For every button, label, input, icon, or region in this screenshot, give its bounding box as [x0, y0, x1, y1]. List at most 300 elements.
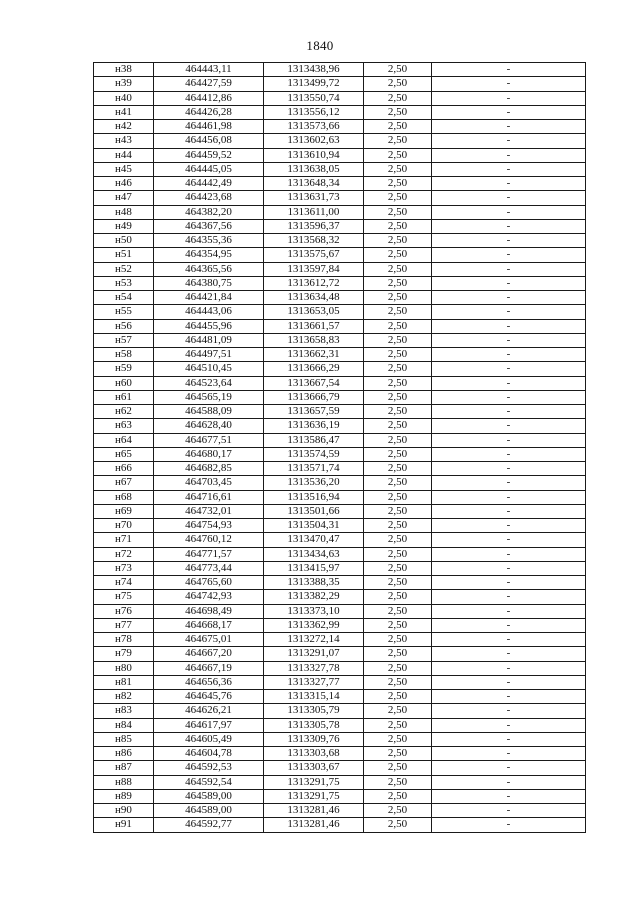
y-coordinate-cell: 1313657,59 [264, 405, 364, 419]
y-coordinate-cell: 1313272,14 [264, 633, 364, 647]
description-cell: - [432, 519, 586, 533]
table-row [94, 405, 586, 419]
description-cell: - [432, 704, 586, 718]
table-row [94, 390, 586, 404]
description-cell: - [432, 690, 586, 704]
x-coordinate-cell: 464355,36 [154, 234, 264, 248]
accuracy-cell: 2,50 [364, 120, 432, 134]
description-cell: - [432, 248, 586, 262]
accuracy-cell: 2,50 [364, 276, 432, 290]
point-id-cell: н50 [94, 234, 154, 248]
point-id-cell: н83 [94, 704, 154, 718]
table-row [94, 105, 586, 119]
table-row [94, 661, 586, 675]
table-row [94, 305, 586, 319]
table-row [94, 732, 586, 746]
x-coordinate-cell: 464442,49 [154, 177, 264, 191]
x-coordinate-cell: 464656,36 [154, 675, 264, 689]
x-coordinate-cell: 464667,19 [154, 661, 264, 675]
y-coordinate-cell: 1313291,07 [264, 647, 364, 661]
accuracy-cell: 2,50 [364, 504, 432, 518]
description-cell: - [432, 747, 586, 761]
point-id-cell: н77 [94, 618, 154, 632]
x-coordinate-cell: 464481,09 [154, 333, 264, 347]
point-id-cell: н80 [94, 661, 154, 675]
table-row [94, 519, 586, 533]
table-row [94, 547, 586, 561]
table-row [94, 63, 586, 77]
y-coordinate-cell: 1313574,59 [264, 447, 364, 461]
table-row [94, 333, 586, 347]
accuracy-cell: 2,50 [364, 148, 432, 162]
y-coordinate-cell: 1313636,19 [264, 419, 364, 433]
accuracy-cell: 2,50 [364, 177, 432, 191]
table-row [94, 804, 586, 818]
accuracy-cell: 2,50 [364, 390, 432, 404]
x-coordinate-cell: 464459,52 [154, 148, 264, 162]
table-row [94, 120, 586, 134]
table-row [94, 291, 586, 305]
point-id-cell: н42 [94, 120, 154, 134]
point-id-cell: н45 [94, 162, 154, 176]
description-cell: - [432, 305, 586, 319]
y-coordinate-cell: 1313658,83 [264, 333, 364, 347]
description-cell: - [432, 77, 586, 91]
point-id-cell: н44 [94, 148, 154, 162]
y-coordinate-cell: 1313666,29 [264, 362, 364, 376]
point-id-cell: н73 [94, 561, 154, 575]
table-row [94, 604, 586, 618]
description-cell: - [432, 675, 586, 689]
point-id-cell: н87 [94, 761, 154, 775]
accuracy-cell: 2,50 [364, 162, 432, 176]
y-coordinate-cell: 1313504,31 [264, 519, 364, 533]
y-coordinate-cell: 1313596,37 [264, 219, 364, 233]
x-coordinate-cell: 464703,45 [154, 476, 264, 490]
description-cell: - [432, 376, 586, 390]
point-id-cell: н51 [94, 248, 154, 262]
table-row [94, 633, 586, 647]
table-row [94, 262, 586, 276]
accuracy-cell: 2,50 [364, 376, 432, 390]
y-coordinate-cell: 1313661,57 [264, 319, 364, 333]
y-coordinate-cell: 1313516,94 [264, 490, 364, 504]
point-id-cell: н60 [94, 376, 154, 390]
accuracy-cell: 2,50 [364, 732, 432, 746]
table-row [94, 319, 586, 333]
x-coordinate-cell: 464742,93 [154, 590, 264, 604]
description-cell: - [432, 362, 586, 376]
x-coordinate-cell: 464682,85 [154, 462, 264, 476]
coordinates-table-body [94, 63, 586, 833]
table-row [94, 276, 586, 290]
accuracy-cell: 2,50 [364, 633, 432, 647]
table-row [94, 533, 586, 547]
point-id-cell: н69 [94, 504, 154, 518]
table-row [94, 248, 586, 262]
description-cell: - [432, 105, 586, 119]
y-coordinate-cell: 1313666,79 [264, 390, 364, 404]
x-coordinate-cell: 464732,01 [154, 504, 264, 518]
page-number: 1840 [306, 38, 334, 53]
y-coordinate-cell: 1313362,99 [264, 618, 364, 632]
table-row [94, 704, 586, 718]
table-row [94, 362, 586, 376]
description-cell: - [432, 618, 586, 632]
accuracy-cell: 2,50 [364, 319, 432, 333]
x-coordinate-cell: 464754,93 [154, 519, 264, 533]
y-coordinate-cell: 1313434,63 [264, 547, 364, 561]
table-row [94, 234, 586, 248]
point-id-cell: н53 [94, 276, 154, 290]
y-coordinate-cell: 1313315,14 [264, 690, 364, 704]
accuracy-cell: 2,50 [364, 234, 432, 248]
x-coordinate-cell: 464427,59 [154, 77, 264, 91]
accuracy-cell: 2,50 [364, 476, 432, 490]
description-cell: - [432, 405, 586, 419]
x-coordinate-cell: 464626,21 [154, 704, 264, 718]
y-coordinate-cell: 1313291,75 [264, 775, 364, 789]
description-cell: - [432, 234, 586, 248]
accuracy-cell: 2,50 [364, 63, 432, 77]
point-id-cell: н48 [94, 205, 154, 219]
table-row [94, 162, 586, 176]
point-id-cell: н84 [94, 718, 154, 732]
x-coordinate-cell: 464367,56 [154, 219, 264, 233]
description-cell: - [432, 590, 586, 604]
x-coordinate-cell: 464421,84 [154, 291, 264, 305]
y-coordinate-cell: 1313634,48 [264, 291, 364, 305]
y-coordinate-cell: 1313550,74 [264, 91, 364, 105]
table-row [94, 504, 586, 518]
table-row [94, 775, 586, 789]
table-row [94, 77, 586, 91]
table-row [94, 675, 586, 689]
point-id-cell: н86 [94, 747, 154, 761]
accuracy-cell: 2,50 [364, 718, 432, 732]
description-cell: - [432, 504, 586, 518]
y-coordinate-cell: 1313501,66 [264, 504, 364, 518]
y-coordinate-cell: 1313536,20 [264, 476, 364, 490]
y-coordinate-cell: 1313382,29 [264, 590, 364, 604]
accuracy-cell: 2,50 [364, 747, 432, 761]
accuracy-cell: 2,50 [364, 576, 432, 590]
y-coordinate-cell: 1313610,94 [264, 148, 364, 162]
point-id-cell: н79 [94, 647, 154, 661]
point-id-cell: н71 [94, 533, 154, 547]
y-coordinate-cell: 1313373,10 [264, 604, 364, 618]
accuracy-cell: 2,50 [364, 462, 432, 476]
description-cell: - [432, 775, 586, 789]
table-row [94, 348, 586, 362]
y-coordinate-cell: 1313597,84 [264, 262, 364, 276]
y-coordinate-cell: 1313281,46 [264, 804, 364, 818]
description-cell: - [432, 533, 586, 547]
description-cell: - [432, 633, 586, 647]
accuracy-cell: 2,50 [364, 105, 432, 119]
description-cell: - [432, 148, 586, 162]
point-id-cell: н65 [94, 447, 154, 461]
x-coordinate-cell: 464382,20 [154, 205, 264, 219]
x-coordinate-cell: 464443,11 [154, 63, 264, 77]
accuracy-cell: 2,50 [364, 818, 432, 832]
accuracy-cell: 2,50 [364, 205, 432, 219]
accuracy-cell: 2,50 [364, 604, 432, 618]
x-coordinate-cell: 464765,60 [154, 576, 264, 590]
table-row [94, 747, 586, 761]
accuracy-cell: 2,50 [364, 547, 432, 561]
y-coordinate-cell: 1313568,32 [264, 234, 364, 248]
x-coordinate-cell: 464589,00 [154, 804, 264, 818]
x-coordinate-cell: 464592,77 [154, 818, 264, 832]
x-coordinate-cell: 464771,57 [154, 547, 264, 561]
y-coordinate-cell: 1313309,76 [264, 732, 364, 746]
x-coordinate-cell: 464380,75 [154, 276, 264, 290]
x-coordinate-cell: 464523,64 [154, 376, 264, 390]
accuracy-cell: 2,50 [364, 348, 432, 362]
description-cell: - [432, 761, 586, 775]
y-coordinate-cell: 1313573,66 [264, 120, 364, 134]
point-id-cell: н90 [94, 804, 154, 818]
point-id-cell: н57 [94, 333, 154, 347]
accuracy-cell: 2,50 [364, 219, 432, 233]
point-id-cell: н63 [94, 419, 154, 433]
accuracy-cell: 2,50 [364, 191, 432, 205]
point-id-cell: н81 [94, 675, 154, 689]
point-id-cell: н62 [94, 405, 154, 419]
table-row [94, 148, 586, 162]
accuracy-cell: 2,50 [364, 91, 432, 105]
accuracy-cell: 2,50 [364, 661, 432, 675]
description-cell: - [432, 219, 586, 233]
x-coordinate-cell: 464497,51 [154, 348, 264, 362]
table-row [94, 561, 586, 575]
x-coordinate-cell: 464617,97 [154, 718, 264, 732]
accuracy-cell: 2,50 [364, 561, 432, 575]
description-cell: - [432, 490, 586, 504]
table-row [94, 205, 586, 219]
description-cell: - [432, 576, 586, 590]
table-row [94, 590, 586, 604]
y-coordinate-cell: 1313438,96 [264, 63, 364, 77]
point-id-cell: н61 [94, 390, 154, 404]
point-id-cell: н64 [94, 433, 154, 447]
description-cell: - [432, 476, 586, 490]
table-row [94, 789, 586, 803]
y-coordinate-cell: 1313631,73 [264, 191, 364, 205]
table-row [94, 618, 586, 632]
y-coordinate-cell: 1313586,47 [264, 433, 364, 447]
accuracy-cell: 2,50 [364, 433, 432, 447]
point-id-cell: н47 [94, 191, 154, 205]
y-coordinate-cell: 1313662,31 [264, 348, 364, 362]
accuracy-cell: 2,50 [364, 804, 432, 818]
description-cell: - [432, 447, 586, 461]
point-id-cell: н59 [94, 362, 154, 376]
description-cell: - [432, 789, 586, 803]
description-cell: - [432, 547, 586, 561]
accuracy-cell: 2,50 [364, 262, 432, 276]
description-cell: - [432, 120, 586, 134]
x-coordinate-cell: 464677,51 [154, 433, 264, 447]
point-id-cell: н66 [94, 462, 154, 476]
y-coordinate-cell: 1313305,79 [264, 704, 364, 718]
description-cell: - [432, 91, 586, 105]
point-id-cell: н40 [94, 91, 154, 105]
description-cell: - [432, 333, 586, 347]
x-coordinate-cell: 464675,01 [154, 633, 264, 647]
y-coordinate-cell: 1313612,72 [264, 276, 364, 290]
y-coordinate-cell: 1313602,63 [264, 134, 364, 148]
x-coordinate-cell: 464667,20 [154, 647, 264, 661]
point-id-cell: н41 [94, 105, 154, 119]
y-coordinate-cell: 1313291,75 [264, 789, 364, 803]
point-id-cell: н38 [94, 63, 154, 77]
x-coordinate-cell: 464461,98 [154, 120, 264, 134]
point-id-cell: н89 [94, 789, 154, 803]
y-coordinate-cell: 1313305,78 [264, 718, 364, 732]
table-row [94, 91, 586, 105]
table-row [94, 177, 586, 191]
description-cell: - [432, 433, 586, 447]
x-coordinate-cell: 464455,96 [154, 319, 264, 333]
accuracy-cell: 2,50 [364, 333, 432, 347]
table-row [94, 490, 586, 504]
description-cell: - [432, 462, 586, 476]
accuracy-cell: 2,50 [364, 405, 432, 419]
y-coordinate-cell: 1313653,05 [264, 305, 364, 319]
x-coordinate-cell: 464588,09 [154, 405, 264, 419]
point-id-cell: н70 [94, 519, 154, 533]
point-id-cell: н55 [94, 305, 154, 319]
description-cell: - [432, 661, 586, 675]
point-id-cell: н43 [94, 134, 154, 148]
table-row [94, 818, 586, 832]
x-coordinate-cell: 464668,17 [154, 618, 264, 632]
point-id-cell: н75 [94, 590, 154, 604]
description-cell: - [432, 604, 586, 618]
table-row [94, 219, 586, 233]
description-cell: - [432, 647, 586, 661]
accuracy-cell: 2,50 [364, 533, 432, 547]
accuracy-cell: 2,50 [364, 775, 432, 789]
x-coordinate-cell: 464423,68 [154, 191, 264, 205]
accuracy-cell: 2,50 [364, 647, 432, 661]
accuracy-cell: 2,50 [364, 618, 432, 632]
point-id-cell: н76 [94, 604, 154, 618]
y-coordinate-cell: 1313327,78 [264, 661, 364, 675]
coordinates-table [93, 62, 586, 833]
accuracy-cell: 2,50 [364, 447, 432, 461]
x-coordinate-cell: 464589,00 [154, 789, 264, 803]
description-cell: - [432, 818, 586, 832]
description-cell: - [432, 718, 586, 732]
y-coordinate-cell: 1313281,46 [264, 818, 364, 832]
description-cell: - [432, 348, 586, 362]
x-coordinate-cell: 464628,40 [154, 419, 264, 433]
y-coordinate-cell: 1313499,72 [264, 77, 364, 91]
x-coordinate-cell: 464592,54 [154, 775, 264, 789]
table-row [94, 476, 586, 490]
accuracy-cell: 2,50 [364, 362, 432, 376]
description-cell: - [432, 561, 586, 575]
description-cell: - [432, 191, 586, 205]
y-coordinate-cell: 1313327,77 [264, 675, 364, 689]
x-coordinate-cell: 464773,44 [154, 561, 264, 575]
accuracy-cell: 2,50 [364, 789, 432, 803]
x-coordinate-cell: 464443,06 [154, 305, 264, 319]
point-id-cell: н82 [94, 690, 154, 704]
x-coordinate-cell: 464604,78 [154, 747, 264, 761]
x-coordinate-cell: 464760,12 [154, 533, 264, 547]
x-coordinate-cell: 464445,05 [154, 162, 264, 176]
point-id-cell: н74 [94, 576, 154, 590]
point-id-cell: н91 [94, 818, 154, 832]
y-coordinate-cell: 1313575,67 [264, 248, 364, 262]
table-row [94, 718, 586, 732]
accuracy-cell: 2,50 [364, 77, 432, 91]
table-row [94, 191, 586, 205]
description-cell: - [432, 291, 586, 305]
x-coordinate-cell: 464698,49 [154, 604, 264, 618]
x-coordinate-cell: 464426,28 [154, 105, 264, 119]
table-row [94, 134, 586, 148]
point-id-cell: н67 [94, 476, 154, 490]
point-id-cell: н72 [94, 547, 154, 561]
description-cell: - [432, 419, 586, 433]
description-cell: - [432, 276, 586, 290]
table-row [94, 690, 586, 704]
accuracy-cell: 2,50 [364, 305, 432, 319]
x-coordinate-cell: 464592,53 [154, 761, 264, 775]
description-cell: - [432, 205, 586, 219]
description-cell: - [432, 390, 586, 404]
description-cell: - [432, 319, 586, 333]
y-coordinate-cell: 1313571,74 [264, 462, 364, 476]
accuracy-cell: 2,50 [364, 590, 432, 604]
point-id-cell: н39 [94, 77, 154, 91]
x-coordinate-cell: 464680,17 [154, 447, 264, 461]
y-coordinate-cell: 1313415,97 [264, 561, 364, 575]
point-id-cell: н68 [94, 490, 154, 504]
y-coordinate-cell: 1313470,47 [264, 533, 364, 547]
accuracy-cell: 2,50 [364, 134, 432, 148]
accuracy-cell: 2,50 [364, 704, 432, 718]
point-id-cell: н78 [94, 633, 154, 647]
point-id-cell: н49 [94, 219, 154, 233]
x-coordinate-cell: 464456,08 [154, 134, 264, 148]
point-id-cell: н85 [94, 732, 154, 746]
x-coordinate-cell: 464565,19 [154, 390, 264, 404]
x-coordinate-cell: 464645,76 [154, 690, 264, 704]
accuracy-cell: 2,50 [364, 690, 432, 704]
accuracy-cell: 2,50 [364, 291, 432, 305]
accuracy-cell: 2,50 [364, 519, 432, 533]
table-row [94, 376, 586, 390]
y-coordinate-cell: 1313556,12 [264, 105, 364, 119]
table-row [94, 576, 586, 590]
point-id-cell: н46 [94, 177, 154, 191]
table-row [94, 447, 586, 461]
accuracy-cell: 2,50 [364, 490, 432, 504]
accuracy-cell: 2,50 [364, 675, 432, 689]
description-cell: - [432, 134, 586, 148]
x-coordinate-cell: 464510,45 [154, 362, 264, 376]
y-coordinate-cell: 1313667,54 [264, 376, 364, 390]
table-row [94, 433, 586, 447]
accuracy-cell: 2,50 [364, 248, 432, 262]
x-coordinate-cell: 464412,86 [154, 91, 264, 105]
